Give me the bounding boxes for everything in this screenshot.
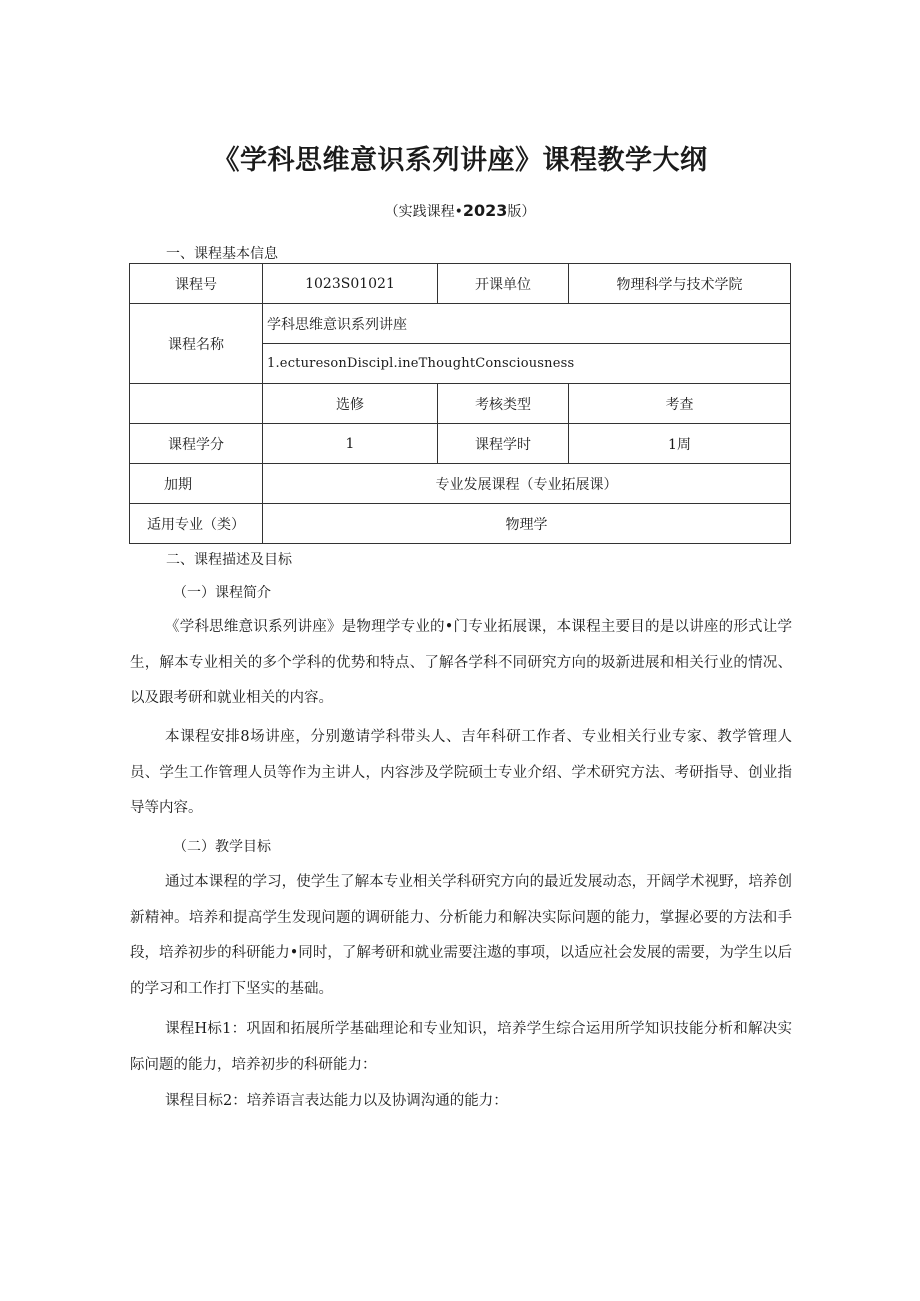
- table-cell: 课程学分: [130, 424, 263, 464]
- table-cell: 考查: [569, 384, 791, 424]
- table-cell: 学科思维意识系列讲座: [263, 304, 791, 344]
- table-row: [130, 304, 791, 344]
- subsection-heading-objectives: （二）教学目标: [173, 839, 271, 855]
- table-cell: 适用专业（类）: [130, 504, 263, 544]
- table-cell: 物理学: [263, 504, 791, 544]
- table-cell: 专业发展课程（专业拓展课）: [263, 464, 791, 504]
- table-cell: 选修: [263, 384, 438, 424]
- table-cell: 考核类型: [438, 384, 569, 424]
- table-row: [130, 264, 791, 304]
- subtitle-prefix: （实践课程•: [384, 204, 463, 220]
- section-heading-description: 二、课程描述及目标: [166, 552, 292, 568]
- paragraph-objectives: 通过本课程的学习，使学生了解本专业相关学科研究方向的最近发展动态，开阔学术视野，培养创新精神。培养和提高学生发现问题的调研能力、分析能力和解决实际问题的能力，掌握必要的方法和手段，培养初步的科研能力•同时，了解考研和就业需要注遨的事项，以适应社会发展的需要，为学生以后的学习和工作打下坚实的基础。: [130, 874, 792, 997]
- table-row: [130, 424, 791, 464]
- table-cell: 1周: [569, 424, 791, 464]
- subsection-heading-intro: （一）课程简介: [173, 585, 271, 601]
- paragraph-intro: 《学科思维意识系列讲座》是物理学专业的•门专业拓展课，本课程主要目的是以讲座的形式让学生，解本专业相关的多个学科的优势和特点、了解各学科不同研究方向的圾新进展和相关行业的情况、以及跟考研和就业相关的内容。: [130, 619, 792, 706]
- table-cell: 开课单位: [438, 264, 569, 304]
- table-cell: 加期: [130, 464, 263, 504]
- subtitle-year: 2023: [462, 201, 508, 220]
- table-cell: 课程学时: [438, 424, 569, 464]
- section-heading-basic-info: 一、课程基本信息: [166, 246, 278, 262]
- subtitle-suffix: 版）: [507, 204, 536, 220]
- table-cell: 物理科学与技术学院: [569, 264, 791, 304]
- table-cell: 1: [263, 424, 438, 464]
- table-row: [130, 464, 791, 504]
- page-title: 《学科思维意识系列讲座》课程教学大纲: [212, 145, 708, 176]
- table-cell: 课程号: [130, 264, 263, 304]
- table-cell: 1.ecturesonDiscipl.ineThoughtConsciousness: [263, 344, 791, 384]
- paragraph-goal-1: 课程H标1：巩固和拓展所学基础理论和专业知识，培养学生综合运用所学知识技能分析和解决实际问题的能力，培养初步的科研能力：: [130, 1021, 792, 1073]
- table-row: [130, 504, 791, 544]
- table-cell: 课程名称: [130, 304, 263, 384]
- paragraph-goal-2: 课程目标2：培养语言表达能力以及协调沟通的能力：: [165, 1093, 508, 1109]
- course-info-table: [129, 263, 791, 544]
- table-row: [130, 384, 791, 424]
- table-cell: 1023S01021: [263, 264, 438, 304]
- page-subtitle: [0, 201, 920, 221]
- table-cell: [130, 384, 263, 424]
- paragraph-arrangement: 本课程安排8场讲座，分别邀请学科带头人、吉年科研工作者、专业相关行业专家、教学管理人员、学生工作管理人员等作为主讲人，内容涉及学院硕士专业介绍、学术研究方法、考研指导、创业指导等内容。: [130, 729, 792, 816]
